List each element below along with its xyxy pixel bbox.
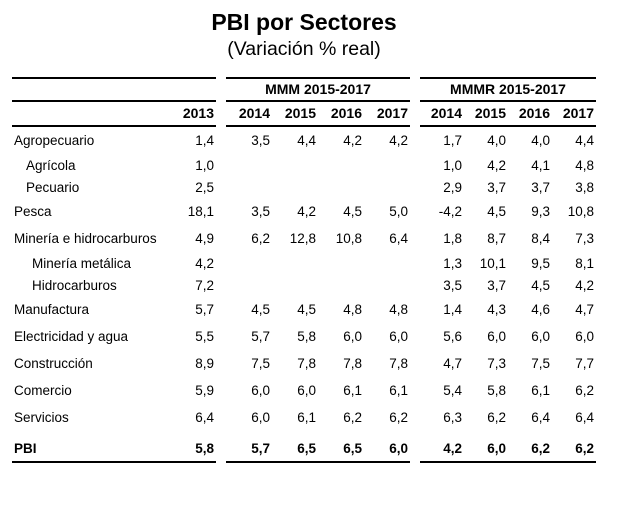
value-cell: 6,0 bbox=[251, 383, 270, 398]
value-cell: 6,5 bbox=[343, 440, 362, 456]
value-cell: 5,7 bbox=[251, 329, 270, 344]
value-cell: 1,4 bbox=[443, 302, 462, 317]
value-cell: 6,4 bbox=[389, 231, 408, 246]
header-group-base bbox=[12, 77, 216, 102]
value-cell: 1,0 bbox=[195, 157, 214, 173]
header-years-mmmr bbox=[420, 102, 596, 127]
value-cell: 7,8 bbox=[343, 356, 362, 371]
value-cell: 1,0 bbox=[443, 157, 462, 173]
column-gap bbox=[216, 461, 226, 463]
value-cell: 4,5 bbox=[487, 204, 506, 219]
table-row bbox=[12, 198, 596, 225]
value-cell: -4,2 bbox=[438, 204, 462, 219]
value-cell: 7,7 bbox=[575, 356, 594, 371]
value-cell: 6,0 bbox=[487, 329, 506, 344]
row-label: Hidrocarburos bbox=[32, 277, 117, 293]
value-cell: 6,1 bbox=[343, 383, 362, 398]
value-cell: 6,0 bbox=[575, 329, 594, 344]
col-header-year: 2014 bbox=[238, 105, 270, 121]
value-cell: 8,1 bbox=[575, 255, 594, 271]
value-cell: 8,7 bbox=[487, 231, 506, 246]
value-cell: 4,0 bbox=[487, 133, 506, 148]
value-cell: 4,2 bbox=[487, 157, 506, 173]
rule-segment bbox=[12, 461, 216, 463]
value-cell: 4,2 bbox=[443, 440, 462, 456]
value-cell: 9,3 bbox=[531, 204, 550, 219]
header-years-mmm bbox=[226, 102, 410, 127]
column-gap bbox=[410, 77, 420, 102]
value-cell: 5,8 bbox=[487, 383, 506, 398]
row-label: Minería e hidrocarburos bbox=[14, 231, 157, 246]
value-cell: 6,0 bbox=[487, 440, 506, 456]
value-cell: 4,4 bbox=[297, 133, 316, 148]
value-cell: 1,8 bbox=[443, 231, 462, 246]
value-cell: 6,5 bbox=[297, 440, 316, 456]
table-row bbox=[12, 127, 596, 154]
value-cell: 4,0 bbox=[531, 133, 550, 148]
col-header-2013: 2013 bbox=[12, 102, 216, 127]
page-subtitle: (Variación % real) bbox=[227, 38, 381, 60]
value-cell: 8,4 bbox=[531, 231, 550, 246]
row-label: Agropecuario bbox=[14, 133, 95, 148]
value-cell: 4,1 bbox=[531, 157, 550, 173]
value-cell: 4,5 bbox=[531, 277, 550, 293]
value-cell: 6,0 bbox=[251, 410, 270, 425]
value-cell: 4,7 bbox=[443, 356, 462, 371]
table-row bbox=[12, 296, 596, 323]
value-cell: 5,8 bbox=[297, 329, 316, 344]
value-cell: 6,0 bbox=[297, 383, 316, 398]
value-cell: 6,2 bbox=[389, 410, 408, 425]
value-cell: 3,7 bbox=[531, 179, 550, 195]
value-cell: 5,4 bbox=[443, 383, 462, 398]
value-cell: 4,8 bbox=[343, 302, 362, 317]
table-row bbox=[12, 274, 596, 296]
value-cell: 3,7 bbox=[487, 179, 506, 195]
value-cell: 7,2 bbox=[195, 277, 214, 293]
table-bottom-rule bbox=[12, 461, 596, 463]
value-cell: 7,8 bbox=[297, 356, 316, 371]
value-cell: 4,8 bbox=[575, 157, 594, 173]
value-cell: 4,2 bbox=[343, 133, 362, 148]
value-cell: 4,2 bbox=[389, 133, 408, 148]
value-cell: 4,2 bbox=[195, 255, 214, 271]
value-cell: 7,5 bbox=[531, 356, 550, 371]
row-label: Pesca bbox=[14, 204, 52, 219]
value-cell: 7,3 bbox=[487, 356, 506, 371]
row-label: Electricidad y agua bbox=[14, 329, 129, 344]
value-cell: 10,8 bbox=[335, 231, 362, 246]
value-cell: 1,7 bbox=[443, 133, 462, 148]
value-cell: 18,1 bbox=[187, 204, 214, 219]
value-cell: 4,8 bbox=[389, 302, 408, 317]
value-cell: 6,0 bbox=[343, 329, 362, 344]
row-label: Manufactura bbox=[14, 302, 90, 317]
col-header-year: 2015 bbox=[284, 105, 316, 121]
value-cell: 4,5 bbox=[343, 204, 362, 219]
value-cell: 6,4 bbox=[195, 410, 214, 425]
value-cell: 5,0 bbox=[389, 204, 408, 219]
value-cell: 5,6 bbox=[443, 329, 462, 344]
value-cell: 4,5 bbox=[251, 302, 270, 317]
value-cell: 6,3 bbox=[443, 410, 462, 425]
header-group-mmm: MMM 2015-2017 bbox=[226, 77, 410, 102]
value-cell: 5,8 bbox=[195, 440, 214, 456]
value-cell: 2,9 bbox=[443, 179, 462, 195]
value-cell: 3,5 bbox=[251, 133, 270, 148]
value-cell: 5,7 bbox=[195, 302, 214, 317]
col-header-year: 2016 bbox=[518, 105, 550, 121]
table-row bbox=[12, 404, 596, 431]
value-cell: 4,5 bbox=[297, 302, 316, 317]
value-cell: 6,0 bbox=[389, 440, 408, 456]
table-row bbox=[12, 323, 596, 350]
table-row-total bbox=[12, 435, 596, 461]
value-cell: 1,4 bbox=[195, 133, 214, 148]
value-cell: 6,0 bbox=[389, 329, 408, 344]
table-row bbox=[12, 252, 596, 274]
value-cell: 6,2 bbox=[343, 410, 362, 425]
value-cell: 6,4 bbox=[531, 410, 550, 425]
value-cell: 6,2 bbox=[575, 383, 594, 398]
value-cell: 4,6 bbox=[531, 302, 550, 317]
row-label: Construcción bbox=[14, 356, 93, 371]
column-gap bbox=[216, 102, 226, 127]
value-cell: 4,4 bbox=[575, 133, 594, 148]
value-cell: 10,1 bbox=[479, 255, 506, 271]
value-cell: 5,5 bbox=[195, 329, 214, 344]
column-gap bbox=[216, 77, 226, 102]
row-label: Agrícola bbox=[26, 157, 76, 173]
value-cell: 5,9 bbox=[195, 383, 214, 398]
row-label: PBI bbox=[14, 440, 37, 456]
value-cell: 3,7 bbox=[487, 277, 506, 293]
col-header-year: 2015 bbox=[474, 105, 506, 121]
col-header-year: 2017 bbox=[562, 105, 594, 121]
value-cell: 6,2 bbox=[487, 410, 506, 425]
value-cell: 3,8 bbox=[575, 179, 594, 195]
value-cell: 5,7 bbox=[251, 440, 270, 456]
value-cell: 1,3 bbox=[443, 255, 462, 271]
table-row bbox=[12, 225, 596, 252]
value-cell: 10,8 bbox=[567, 204, 594, 219]
table-header-groups bbox=[12, 77, 596, 102]
rule-segment bbox=[420, 461, 596, 463]
value-cell: 6,2 bbox=[251, 231, 270, 246]
header-group-mmmr: MMMR 2015-2017 bbox=[420, 77, 596, 102]
value-cell: 6,1 bbox=[389, 383, 408, 398]
value-cell: 6,2 bbox=[531, 440, 550, 456]
table-row bbox=[12, 154, 596, 176]
col-header-year: 2016 bbox=[330, 105, 362, 121]
pbi-sectors-table bbox=[12, 0, 596, 463]
table-row bbox=[12, 350, 596, 377]
page-title: PBI por Sectores bbox=[211, 9, 397, 35]
table-row bbox=[12, 377, 596, 404]
value-cell: 6,2 bbox=[575, 440, 594, 456]
value-cell: 8,9 bbox=[195, 356, 214, 371]
value-cell: 6,0 bbox=[531, 329, 550, 344]
row-label: Comercio bbox=[14, 383, 72, 398]
value-cell: 7,8 bbox=[389, 356, 408, 371]
rule-segment bbox=[226, 461, 410, 463]
column-gap bbox=[410, 102, 420, 127]
row-label: Pecuario bbox=[26, 179, 80, 195]
value-cell: 4,9 bbox=[195, 231, 214, 246]
value-cell: 12,8 bbox=[289, 231, 316, 246]
value-cell: 4,2 bbox=[297, 204, 316, 219]
value-cell: 4,7 bbox=[575, 302, 594, 317]
col-header-year: 2014 bbox=[430, 105, 462, 121]
table-row bbox=[12, 176, 596, 198]
col-header-year: 2017 bbox=[376, 105, 408, 121]
value-cell: 9,5 bbox=[531, 255, 550, 271]
row-label: Minería metálica bbox=[32, 255, 132, 271]
column-gap bbox=[410, 461, 420, 463]
value-cell: 6,4 bbox=[575, 410, 594, 425]
row-label: Servicios bbox=[14, 410, 69, 425]
value-cell: 4,2 bbox=[575, 277, 594, 293]
value-cell: 6,1 bbox=[531, 383, 550, 398]
value-cell: 2,5 bbox=[195, 179, 214, 195]
table-header-years bbox=[12, 102, 596, 127]
value-cell: 6,1 bbox=[297, 410, 316, 425]
value-cell: 3,5 bbox=[443, 277, 462, 293]
value-cell: 7,5 bbox=[251, 356, 270, 371]
value-cell: 7,3 bbox=[575, 231, 594, 246]
value-cell: 3,5 bbox=[251, 204, 270, 219]
value-cell: 4,3 bbox=[487, 302, 506, 317]
